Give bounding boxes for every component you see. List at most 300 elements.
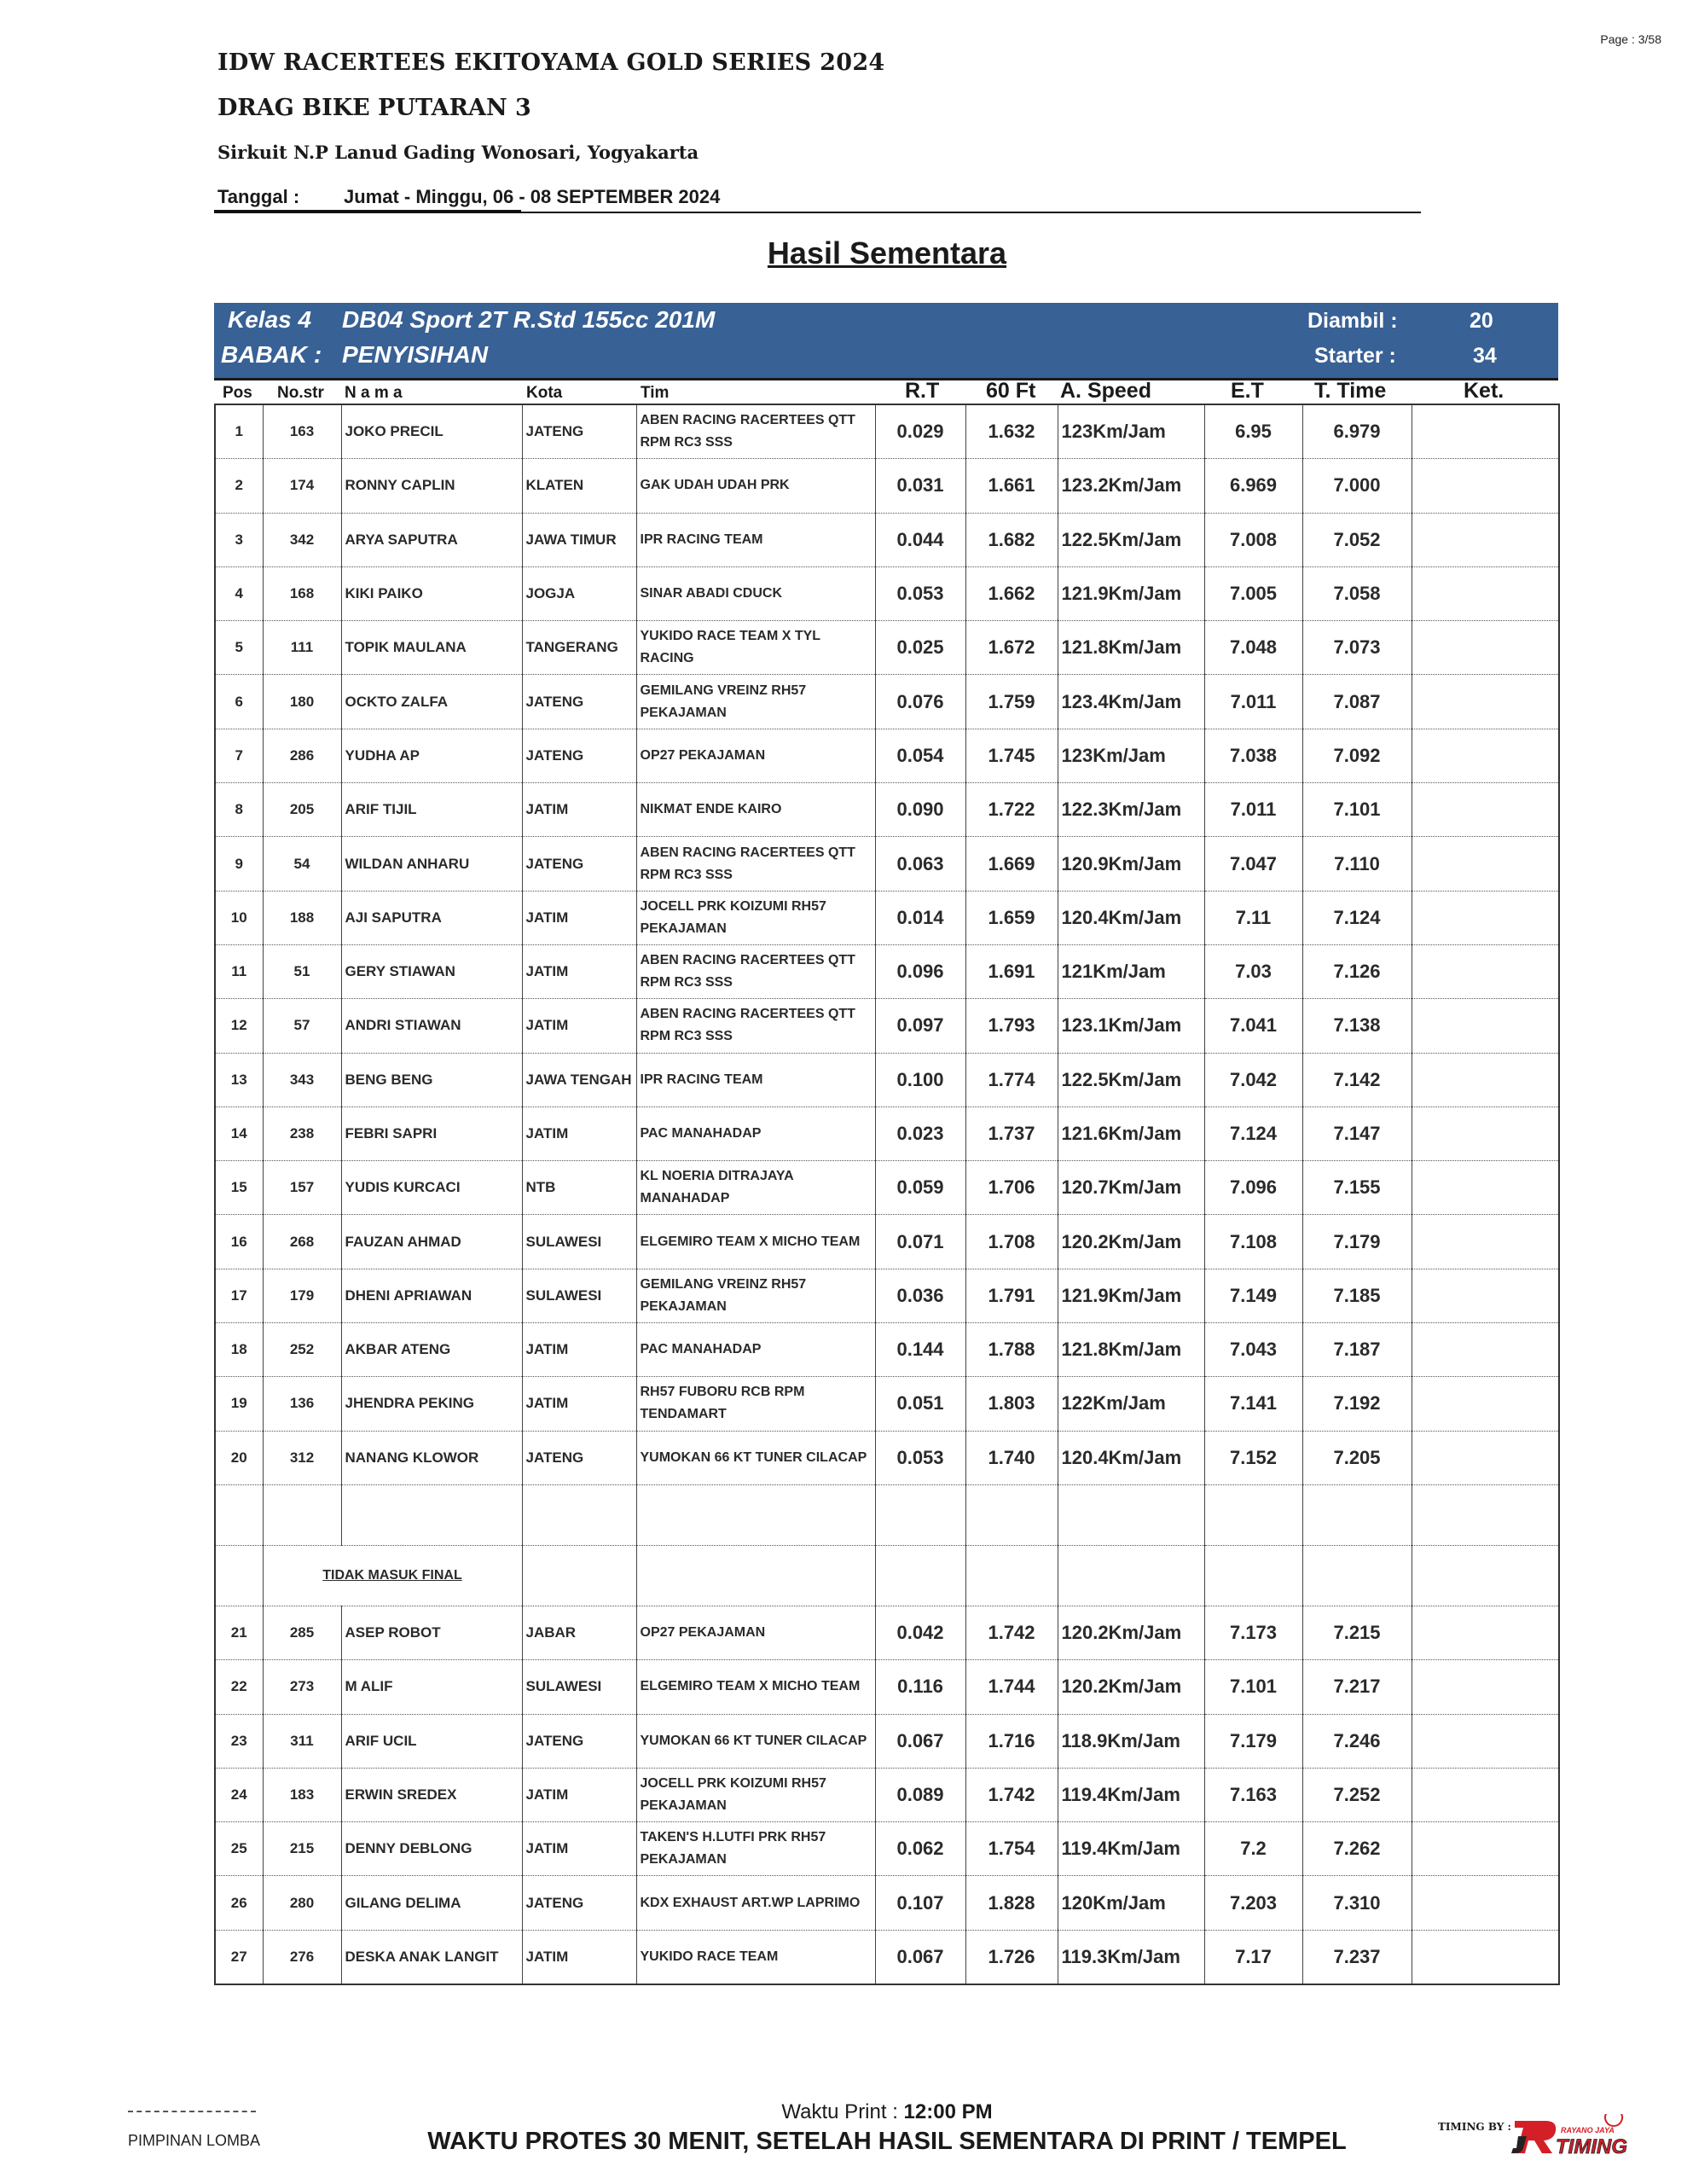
rider-name-cell: JOKO PRECIL: [341, 404, 522, 459]
total-time-cell: 7.000: [1302, 459, 1412, 513]
total-time-cell: 7.126: [1302, 944, 1412, 998]
col-nama: N a m a: [345, 384, 403, 402]
blank-cell: [875, 1545, 965, 1606]
speed-cell: 120.2Km/Jam: [1058, 1606, 1204, 1659]
total-time-cell: 7.246: [1302, 1714, 1412, 1768]
blank-cell: [965, 1484, 1058, 1545]
speed-cell: 123.4Km/Jam: [1058, 675, 1204, 729]
total-time-cell: 7.205: [1302, 1431, 1412, 1484]
elapsed-time-cell: 7.101: [1204, 1660, 1302, 1714]
rider-name-cell: DENNY DEBLONG: [341, 1822, 522, 1876]
header-rule: [521, 212, 1421, 213]
blank-cell: [875, 1484, 965, 1545]
result-row: [215, 1269, 1559, 1322]
reaction-time-cell: 0.097: [875, 999, 965, 1053]
start-number-cell: 343: [263, 1053, 341, 1107]
remarks-cell: [1412, 621, 1559, 675]
position-cell: 16: [215, 1215, 263, 1269]
position-cell: 19: [215, 1377, 263, 1431]
team-cell: GEMILANG VREINZ RH57 PEKAJAMAN: [636, 1269, 875, 1322]
position-cell: 2: [215, 459, 263, 513]
event-subtitle: DRAG BIKE PUTARAN 3: [217, 95, 531, 121]
city-cell: JATIM: [522, 891, 636, 944]
total-time-cell: 7.217: [1302, 1660, 1412, 1714]
total-time-cell: 7.187: [1302, 1323, 1412, 1377]
signature-label: PIMPINAN LOMBA: [128, 2132, 261, 2149]
sixty-ft-cell: 1.691: [965, 944, 1058, 998]
position-cell: 27: [215, 1930, 263, 1984]
total-time-cell: 7.147: [1302, 1107, 1412, 1160]
rider-name-cell: DESKA ANAK LANGIT: [341, 1930, 522, 1984]
speed-cell: 121.9Km/Jam: [1058, 1269, 1204, 1322]
team-cell: PAC MANAHADAP: [636, 1323, 875, 1377]
result-row: [215, 944, 1559, 998]
remarks-cell: [1412, 513, 1559, 566]
babak-value: PENYISIHAN: [342, 341, 489, 368]
result-row: [215, 404, 1559, 459]
total-time-cell: 7.101: [1302, 783, 1412, 837]
blank-cell: [636, 1484, 875, 1545]
start-number-cell: 180: [263, 675, 341, 729]
team-cell: OP27 PEKAJAMAN: [636, 1606, 875, 1659]
team-cell: RH57 FUBORU RCB RPM TENDAMART: [636, 1377, 875, 1431]
date-label: Tanggal :: [217, 186, 300, 207]
team-cell: GAK UDAH UDAH PRK: [636, 459, 875, 513]
result-row: [215, 1323, 1559, 1377]
elapsed-time-cell: 7.163: [1204, 1768, 1302, 1821]
remarks-cell: [1412, 999, 1559, 1053]
position-cell: 15: [215, 1161, 263, 1215]
team-cell: KL NOERIA DITRAJAYA MANAHADAP: [636, 1161, 875, 1215]
city-cell: JATENG: [522, 1431, 636, 1484]
total-time-cell: 6.979: [1302, 404, 1412, 459]
blank-cell: [215, 1545, 263, 1606]
result-row: [215, 1876, 1559, 1930]
reaction-time-cell: 0.089: [875, 1768, 965, 1821]
speed-cell: 120.7Km/Jam: [1058, 1161, 1204, 1215]
position-cell: 20: [215, 1431, 263, 1484]
sixty-ft-cell: 1.661: [965, 459, 1058, 513]
speed-cell: 119.3Km/Jam: [1058, 1930, 1204, 1984]
city-cell: JATIM: [522, 1930, 636, 1984]
start-number-cell: 51: [263, 944, 341, 998]
non-finalists-body: [215, 1606, 1559, 1984]
remarks-cell: [1412, 944, 1559, 998]
total-time-cell: 7.092: [1302, 729, 1412, 782]
elapsed-time-cell: 7.2: [1204, 1822, 1302, 1876]
result-row: [215, 729, 1559, 782]
starter-label: Starter :: [1314, 344, 1396, 368]
rider-name-cell: M ALIF: [341, 1660, 522, 1714]
page-number: Page : 3/58: [1600, 32, 1661, 46]
total-time-cell: 7.262: [1302, 1822, 1412, 1876]
position-cell: 22: [215, 1660, 263, 1714]
print-label: Waktu Print :: [781, 2100, 904, 2123]
elapsed-time-cell: 7.005: [1204, 566, 1302, 620]
total-time-cell: 7.310: [1302, 1876, 1412, 1930]
position-cell: 25: [215, 1822, 263, 1876]
start-number-cell: 188: [263, 891, 341, 944]
speed-cell: 120Km/Jam: [1058, 1876, 1204, 1930]
team-cell: IPR RACING TEAM: [636, 513, 875, 566]
result-row: [215, 1768, 1559, 1821]
total-time-cell: 7.110: [1302, 837, 1412, 891]
rider-name-cell: NANANG KLOWOR: [341, 1431, 522, 1484]
blank-cell: [636, 1545, 875, 1606]
rider-name-cell: JHENDRA PEKING: [341, 1377, 522, 1431]
reaction-time-cell: 0.076: [875, 675, 965, 729]
result-row: [215, 891, 1559, 944]
speed-cell: 123.2Km/Jam: [1058, 459, 1204, 513]
blank-cell: [341, 1484, 522, 1545]
sixty-ft-cell: 1.788: [965, 1323, 1058, 1377]
position-cell: 9: [215, 837, 263, 891]
speed-cell: 118.9Km/Jam: [1058, 1714, 1204, 1768]
reaction-time-cell: 0.100: [875, 1053, 965, 1107]
rider-name-cell: YUDHA AP: [341, 729, 522, 782]
start-number-cell: 205: [263, 783, 341, 837]
speed-cell: 122.3Km/Jam: [1058, 783, 1204, 837]
start-number-cell: 268: [263, 1215, 341, 1269]
blank-cell: [1302, 1484, 1412, 1545]
rider-name-cell: GILANG DELIMA: [341, 1876, 522, 1930]
rider-name-cell: ANDRI STIAWAN: [341, 999, 522, 1053]
rider-name-cell: ASEP ROBOT: [341, 1606, 522, 1659]
speed-cell: 121.9Km/Jam: [1058, 566, 1204, 620]
speed-cell: 121.8Km/Jam: [1058, 1323, 1204, 1377]
start-number-cell: 168: [263, 566, 341, 620]
start-number-cell: 252: [263, 1323, 341, 1377]
reaction-time-cell: 0.067: [875, 1714, 965, 1768]
position-cell: 8: [215, 783, 263, 837]
starter-value: 34: [1473, 344, 1497, 368]
total-time-cell: 7.142: [1302, 1053, 1412, 1107]
position-cell: 7: [215, 729, 263, 782]
sixty-ft-cell: 1.803: [965, 1377, 1058, 1431]
speed-cell: 121Km/Jam: [1058, 944, 1204, 998]
sixty-ft-cell: 1.745: [965, 729, 1058, 782]
position-cell: 11: [215, 944, 263, 998]
venue: Sirkuit N.P Lanud Gading Wonosari, Yogyakarta: [217, 142, 699, 163]
speed-cell: 122Km/Jam: [1058, 1377, 1204, 1431]
total-time-cell: 7.237: [1302, 1930, 1412, 1984]
reaction-time-cell: 0.144: [875, 1323, 965, 1377]
reaction-time-cell: 0.054: [875, 729, 965, 782]
reaction-time-cell: 0.036: [875, 1269, 965, 1322]
sixty-ft-cell: 1.669: [965, 837, 1058, 891]
position-cell: 24: [215, 1768, 263, 1821]
start-number-cell: 157: [263, 1161, 341, 1215]
result-row: [215, 513, 1559, 566]
blank-cell: [965, 1545, 1058, 1606]
date-value: Jumat - Minggu, 06 - 08 SEPTEMBER 2024: [344, 186, 721, 207]
city-cell: JOGJA: [522, 566, 636, 620]
elapsed-time-cell: 7.042: [1204, 1053, 1302, 1107]
city-cell: JATIM: [522, 1768, 636, 1821]
speed-cell: 123.1Km/Jam: [1058, 999, 1204, 1053]
speed-cell: 120.4Km/Jam: [1058, 1431, 1204, 1484]
elapsed-time-cell: 7.011: [1204, 783, 1302, 837]
result-row: [215, 999, 1559, 1053]
position-cell: 5: [215, 621, 263, 675]
result-row: [215, 566, 1559, 620]
speed-cell: 123Km/Jam: [1058, 729, 1204, 782]
reaction-time-cell: 0.044: [875, 513, 965, 566]
blank-row: [215, 1484, 1559, 1545]
blank-cell: [1204, 1545, 1302, 1606]
total-time-cell: 7.252: [1302, 1768, 1412, 1821]
reaction-time-cell: 0.090: [875, 783, 965, 837]
blank-cell: [1412, 1545, 1559, 1606]
remarks-cell: [1412, 1606, 1559, 1659]
babak-label: BABAK :: [221, 341, 322, 368]
team-cell: ABEN RACING RACERTEES QTT RPM RC3 SSS: [636, 999, 875, 1053]
total-time-cell: 7.192: [1302, 1377, 1412, 1431]
elapsed-time-cell: 7.038: [1204, 729, 1302, 782]
city-cell: JATIM: [522, 783, 636, 837]
team-cell: TAKEN'S H.LUTFI PRK RH57 PEKAJAMAN: [636, 1822, 875, 1876]
remarks-cell: [1412, 459, 1559, 513]
rider-name-cell: AJI SAPUTRA: [341, 891, 522, 944]
rider-name-cell: RONNY CAPLIN: [341, 459, 522, 513]
team-cell: JOCELL PRK KOIZUMI RH57 PEKAJAMAN: [636, 1768, 875, 1821]
reaction-time-cell: 0.051: [875, 1377, 965, 1431]
result-row: [215, 1714, 1559, 1768]
blank-cell: [1204, 1484, 1302, 1545]
city-cell: KLATEN: [522, 459, 636, 513]
sixty-ft-cell: 1.759: [965, 675, 1058, 729]
elapsed-time-cell: 7.179: [1204, 1714, 1302, 1768]
sixty-ft-cell: 1.632: [965, 404, 1058, 459]
rider-name-cell: ARYA SAPUTRA: [341, 513, 522, 566]
col-ket: Ket.: [1464, 379, 1504, 403]
elapsed-time-cell: 7.203: [1204, 1876, 1302, 1930]
team-cell: SINAR ABADI CDUCK: [636, 566, 875, 620]
start-number-cell: 215: [263, 1822, 341, 1876]
rider-name-cell: BENG BENG: [341, 1053, 522, 1107]
col-rt: R.T: [905, 379, 940, 403]
print-time: [0, 2100, 1687, 2124]
elapsed-time-cell: 7.149: [1204, 1269, 1302, 1322]
kelas-label: Kelas 4: [228, 306, 312, 333]
svg-text:RAYANO JAYA: RAYANO JAYA: [1561, 2126, 1615, 2135]
column-headers: [214, 379, 1558, 404]
speed-cell: 120.9Km/Jam: [1058, 837, 1204, 891]
position-cell: 26: [215, 1876, 263, 1930]
start-number-cell: 312: [263, 1431, 341, 1484]
city-cell: JATIM: [522, 1323, 636, 1377]
start-number-cell: 273: [263, 1660, 341, 1714]
remarks-cell: [1412, 1714, 1559, 1768]
team-cell: YUMOKAN 66 KT TUNER CILACAP: [636, 1714, 875, 1768]
position-cell: 21: [215, 1606, 263, 1659]
date-row: [217, 186, 720, 208]
sixty-ft-cell: 1.754: [965, 1822, 1058, 1876]
speed-cell: 120.2Km/Jam: [1058, 1215, 1204, 1269]
team-cell: NIKMAT ENDE KAIRO: [636, 783, 875, 837]
speed-cell: 122.5Km/Jam: [1058, 1053, 1204, 1107]
sixty-ft-cell: 1.744: [965, 1660, 1058, 1714]
speed-cell: 119.4Km/Jam: [1058, 1768, 1204, 1821]
remarks-cell: [1412, 1822, 1559, 1876]
rider-name-cell: ARIF TIJIL: [341, 783, 522, 837]
rider-name-cell: FAUZAN AHMAD: [341, 1215, 522, 1269]
reaction-time-cell: 0.096: [875, 944, 965, 998]
remarks-cell: [1412, 1876, 1559, 1930]
reaction-time-cell: 0.023: [875, 1107, 965, 1160]
reaction-time-cell: 0.042: [875, 1606, 965, 1659]
sixty-ft-cell: 1.722: [965, 783, 1058, 837]
sixty-ft-cell: 1.742: [965, 1606, 1058, 1659]
result-row: [215, 837, 1559, 891]
sixty-ft-cell: 1.716: [965, 1714, 1058, 1768]
start-number-cell: 238: [263, 1107, 341, 1160]
total-time-cell: 7.185: [1302, 1269, 1412, 1322]
result-row: [215, 1822, 1559, 1876]
result-row: [215, 1431, 1559, 1484]
total-time-cell: 7.087: [1302, 675, 1412, 729]
elapsed-time-cell: 7.011: [1204, 675, 1302, 729]
reaction-time-cell: 0.053: [875, 566, 965, 620]
elapsed-time-cell: 7.043: [1204, 1323, 1302, 1377]
section-row: [215, 1545, 1559, 1606]
reaction-time-cell: 0.025: [875, 621, 965, 675]
start-number-cell: 174: [263, 459, 341, 513]
remarks-cell: [1412, 1161, 1559, 1215]
total-time-cell: 7.073: [1302, 621, 1412, 675]
elapsed-time-cell: 7.096: [1204, 1161, 1302, 1215]
elapsed-time-cell: 7.03: [1204, 944, 1302, 998]
remarks-cell: [1412, 1053, 1559, 1107]
rider-name-cell: AKBAR ATENG: [341, 1323, 522, 1377]
elapsed-time-cell: 7.11: [1204, 891, 1302, 944]
elapsed-time-cell: 7.152: [1204, 1431, 1302, 1484]
speed-cell: 119.4Km/Jam: [1058, 1822, 1204, 1876]
sixty-ft-cell: 1.793: [965, 999, 1058, 1053]
city-cell: JATENG: [522, 1714, 636, 1768]
rider-name-cell: YUDIS KURCACI: [341, 1161, 522, 1215]
city-cell: JATENG: [522, 675, 636, 729]
position-cell: 14: [215, 1107, 263, 1160]
city-cell: JATIM: [522, 999, 636, 1053]
remarks-cell: [1412, 1107, 1559, 1160]
remarks-cell: [1412, 837, 1559, 891]
rider-name-cell: WILDAN ANHARU: [341, 837, 522, 891]
position-cell: 1: [215, 404, 263, 459]
rayano-jaya-timing-logo: [1511, 2114, 1653, 2157]
not-in-final-label: TIDAK MASUK FINAL: [263, 1545, 522, 1606]
sixty-ft-cell: 1.828: [965, 1876, 1058, 1930]
class-name: DB04 Sport 2T R.Std 155cc 201M: [342, 306, 716, 333]
remarks-cell: [1412, 1660, 1559, 1714]
city-cell: SULAWESI: [522, 1269, 636, 1322]
header-rule-thick: [214, 210, 521, 213]
elapsed-time-cell: 7.173: [1204, 1606, 1302, 1659]
city-cell: SULAWESI: [522, 1215, 636, 1269]
reaction-time-cell: 0.031: [875, 459, 965, 513]
total-time-cell: 7.058: [1302, 566, 1412, 620]
position-cell: 12: [215, 999, 263, 1053]
remarks-cell: [1412, 783, 1559, 837]
document-title: Hasil Sementara: [767, 235, 1007, 270]
city-cell: JAWA TIMUR: [522, 513, 636, 566]
rider-name-cell: OCKTO ZALFA: [341, 675, 522, 729]
remarks-cell: [1412, 891, 1559, 944]
separator-body: [215, 1484, 1559, 1606]
city-cell: SULAWESI: [522, 1660, 636, 1714]
sixty-ft-cell: 1.742: [965, 1768, 1058, 1821]
total-time-cell: 7.215: [1302, 1606, 1412, 1659]
start-number-cell: 163: [263, 404, 341, 459]
city-cell: JATIM: [522, 1107, 636, 1160]
position-cell: 18: [215, 1323, 263, 1377]
start-number-cell: 285: [263, 1606, 341, 1659]
col-tim: Tim: [641, 384, 670, 402]
print-time-value: 12:00 PM: [903, 2100, 993, 2123]
col-speed: A. Speed: [1060, 379, 1151, 403]
position-cell: 17: [215, 1269, 263, 1322]
team-cell: ELGEMIRO TEAM X MICHO TEAM: [636, 1215, 875, 1269]
rider-name-cell: KIKI PAIKO: [341, 566, 522, 620]
blank-cell: [1302, 1545, 1412, 1606]
reaction-time-cell: 0.107: [875, 1876, 965, 1930]
remarks-cell: [1412, 1768, 1559, 1821]
result-row: [215, 459, 1559, 513]
city-cell: JATIM: [522, 944, 636, 998]
city-cell: TANGERANG: [522, 621, 636, 675]
city-cell: JATENG: [522, 729, 636, 782]
col-pos: Pos: [223, 384, 252, 402]
rider-name-cell: ARIF UCIL: [341, 1714, 522, 1768]
elapsed-time-cell: 7.141: [1204, 1377, 1302, 1431]
start-number-cell: 111: [263, 621, 341, 675]
rider-name-cell: ERWIN SREDEX: [341, 1768, 522, 1821]
team-cell: ABEN RACING RACERTEES QTT RPM RC3 SSS: [636, 944, 875, 998]
remarks-cell: [1412, 1269, 1559, 1322]
start-number-cell: 183: [263, 1768, 341, 1821]
timing-by-label: TIMING BY :: [1438, 2121, 1511, 2133]
elapsed-time-cell: 6.969: [1204, 459, 1302, 513]
col-60ft: 60 Ft: [986, 379, 1036, 403]
team-cell: KDX EXHAUST ART.WP LAPRIMO: [636, 1876, 875, 1930]
remarks-cell: [1412, 404, 1559, 459]
sixty-ft-cell: 1.791: [965, 1269, 1058, 1322]
blank-cell: [1058, 1545, 1204, 1606]
position-cell: 6: [215, 675, 263, 729]
team-cell: YUKIDO RACE TEAM: [636, 1930, 875, 1984]
elapsed-time-cell: 7.048: [1204, 621, 1302, 675]
blank-cell: [215, 1484, 263, 1545]
diambil-value: 20: [1470, 309, 1493, 333]
start-number-cell: 54: [263, 837, 341, 891]
result-row: [215, 1161, 1559, 1215]
reaction-time-cell: 0.071: [875, 1215, 965, 1269]
sixty-ft-cell: 1.737: [965, 1107, 1058, 1160]
result-row: [215, 1053, 1559, 1107]
col-kota: Kota: [526, 384, 563, 402]
team-cell: ABEN RACING RACERTEES QTT RPM RC3 SSS: [636, 837, 875, 891]
sixty-ft-cell: 1.659: [965, 891, 1058, 944]
blank-cell: [522, 1484, 636, 1545]
remarks-cell: [1412, 1377, 1559, 1431]
event-title: IDW RACERTEES EKITOYAMA GOLD SERIES 2024: [217, 49, 885, 76]
remarks-cell: [1412, 1431, 1559, 1484]
city-cell: JATIM: [522, 1377, 636, 1431]
start-number-cell: 136: [263, 1377, 341, 1431]
speed-cell: 120.2Km/Jam: [1058, 1660, 1204, 1714]
protest-notice: WAKTU PROTES 30 MENIT, SETELAH HASIL SEMENTARA DI PRINT / TEMPEL: [427, 2128, 1347, 2155]
position-cell: 3: [215, 513, 263, 566]
